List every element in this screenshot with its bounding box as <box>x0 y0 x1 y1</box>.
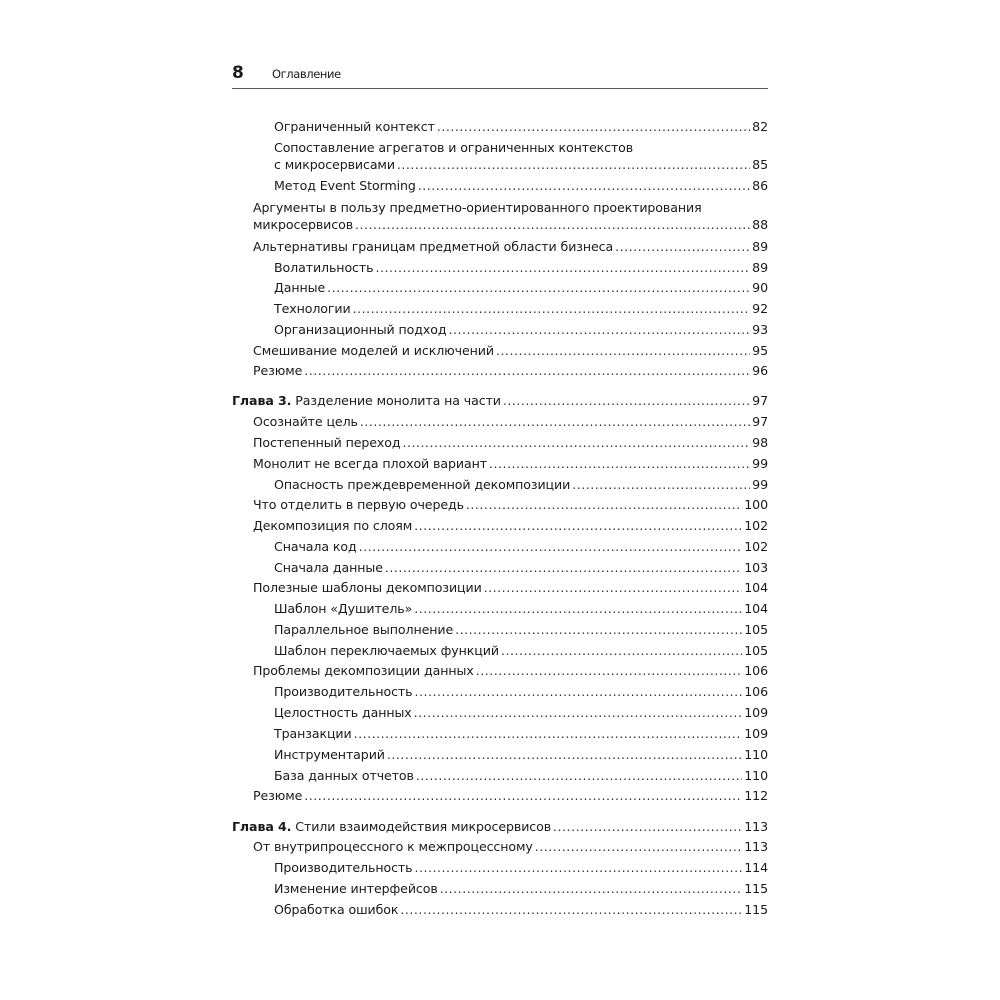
toc-leader-dots <box>402 434 750 451</box>
toc-leader-dots <box>553 818 742 835</box>
toc-leader-dots <box>572 476 750 493</box>
toc-entry-page: 86 <box>752 178 768 193</box>
toc-entry <box>274 538 768 555</box>
toc-entry-title: Целостность данных <box>274 705 412 720</box>
toc-entry-title: Резюме <box>253 788 303 803</box>
toc-entry-title: Волатильность <box>274 260 374 275</box>
toc-entry-page: 90 <box>752 280 768 295</box>
toc-entry-title-continued: микросервисов <box>253 217 354 232</box>
toc-leader-dots <box>484 579 743 596</box>
toc-entry-page: 109 <box>744 705 768 720</box>
toc-leader-dots <box>496 342 750 359</box>
toc-entry-title: Транзакции <box>274 726 352 741</box>
toc-entry-page: 114 <box>744 860 768 875</box>
toc-entry-title: Технологии <box>274 301 351 316</box>
toc-entry-page: 103 <box>744 560 768 575</box>
toc-leader-dots <box>414 683 742 700</box>
toc-entry-title: Постепенный переход <box>253 435 401 450</box>
toc-entry-title: Аргументы в пользу предметно-ориентированного проектирования <box>253 200 702 215</box>
toc-entry-page: 110 <box>744 747 768 762</box>
toc-leader-dots <box>375 259 750 276</box>
toc-entry <box>253 342 768 359</box>
toc-leader-dots <box>455 621 742 638</box>
toc-entry <box>274 621 768 638</box>
toc-entry-title: Производительность <box>274 684 413 699</box>
toc-leader-dots <box>385 559 742 576</box>
toc-leader-dots <box>448 321 750 338</box>
toc-entry-title: Монолит не всегда плохой вариант <box>253 456 487 471</box>
toc-entry-title: Опасность преждевременной декомпозиции <box>274 477 571 492</box>
toc-entry-page: 85 <box>752 157 768 172</box>
toc-entry-title: Сначала данные <box>274 560 383 575</box>
toc-entry-page: 98 <box>752 435 768 450</box>
toc-entry-title: Разделение монолита на части <box>295 393 501 408</box>
toc-entry-page: 106 <box>744 663 768 678</box>
toc-entry-page: 113 <box>744 819 768 834</box>
toc-entry <box>274 767 768 784</box>
toc-entry-page: 106 <box>744 684 768 699</box>
toc-entry <box>253 517 768 534</box>
toc-entry <box>253 238 768 255</box>
toc-entry-title: Осознайте цель <box>253 414 358 429</box>
toc-entry-title: Организационный подход <box>274 322 447 337</box>
toc-entry <box>253 579 768 596</box>
toc-entry <box>274 880 768 897</box>
running-title: Оглавление <box>272 67 341 81</box>
toc-entry-page: 105 <box>744 622 768 637</box>
toc-entry-page: 89 <box>752 260 768 275</box>
toc-entry-title: Производительность <box>274 860 413 875</box>
toc-entry-page: 104 <box>744 601 768 616</box>
toc-entry-title: Данные <box>274 280 326 295</box>
page-number: 8 <box>232 63 244 83</box>
toc-entry-title: Изменение интерфейсов <box>274 881 438 896</box>
toc-entry <box>253 787 768 804</box>
toc-leader-dots <box>615 238 750 255</box>
toc-chapter-label: Глава 3. <box>232 393 292 408</box>
toc-leader-dots <box>397 156 750 173</box>
toc-entry <box>274 704 768 721</box>
toc-entry-title: Декомпозиция по слоям <box>253 518 413 533</box>
toc-entry-title-continued: с микросервисами <box>274 157 395 172</box>
toc-entry-page: 95 <box>752 343 768 358</box>
toc-leader-dots <box>437 118 750 135</box>
toc-entry-page: 110 <box>744 768 768 783</box>
toc-entry-page: 93 <box>752 322 768 337</box>
toc-entry-title: Ограниченный контекст <box>274 119 435 134</box>
toc-entry-page: 82 <box>752 119 768 134</box>
toc-leader-dots <box>440 880 743 897</box>
toc-leader-dots <box>418 177 750 194</box>
toc-entry-page: 115 <box>744 902 768 917</box>
toc-entry <box>274 859 768 876</box>
toc-entry-title: От внутрипроцессного к межпроцессному <box>253 839 533 854</box>
toc-entry-page: 104 <box>744 580 768 595</box>
toc-entry <box>274 476 768 493</box>
toc-chapter-entry <box>232 392 768 409</box>
toc-entry <box>274 139 768 173</box>
toc-leader-dots <box>414 704 743 721</box>
toc-chapter-entry <box>232 818 768 835</box>
toc-leader-dots <box>466 496 742 513</box>
toc-entry-title: Метод Event Storming <box>274 178 416 193</box>
toc-leader-dots <box>414 600 742 617</box>
toc-entry-page: 112 <box>744 788 768 803</box>
toc-entry <box>274 118 768 135</box>
toc-entry <box>274 559 768 576</box>
toc-entry-page: 100 <box>744 497 768 512</box>
toc-leader-dots <box>360 413 750 430</box>
toc-entry <box>274 259 768 276</box>
toc-entry-page: 89 <box>752 239 768 254</box>
toc-entry <box>274 300 768 317</box>
toc-leader-dots <box>327 279 750 296</box>
toc-entry <box>274 901 768 918</box>
toc-leader-dots <box>489 455 750 472</box>
toc-leader-dots <box>501 642 742 659</box>
toc-entry <box>253 838 768 855</box>
toc-entry-title: Полезные шаблоны декомпозиции <box>253 580 482 595</box>
toc-entry <box>274 746 768 763</box>
toc-entry <box>253 455 768 472</box>
toc-leader-dots <box>503 392 750 409</box>
toc-entry-title: Инструментарий <box>274 747 385 762</box>
toc-leader-dots <box>535 838 743 855</box>
toc-entry-page: 97 <box>752 393 768 408</box>
toc-entry-title: Проблемы декомпозиции данных <box>253 663 474 678</box>
toc-entry-page: 105 <box>744 643 768 658</box>
toc-entry <box>253 413 768 430</box>
toc-entry <box>274 321 768 338</box>
toc-entry <box>274 177 768 194</box>
toc-entry-page: 97 <box>752 414 768 429</box>
toc-entry-title: База данных отчетов <box>274 768 414 783</box>
toc-entry-page: 113 <box>744 839 768 854</box>
toc-leader-dots <box>416 767 742 784</box>
toc-entry-page: 99 <box>752 477 768 492</box>
toc-entry-title: Шаблон «Душитель» <box>274 601 413 616</box>
toc-entry-title: Резюме <box>253 363 303 378</box>
toc-entry-page: 102 <box>744 539 768 554</box>
toc-chapter-label: Глава 4. <box>232 819 292 834</box>
toc-entry-title: Обработка ошибок <box>274 902 399 917</box>
toc-entry-title: Что отделить в первую очередь <box>253 497 464 512</box>
toc-entry-page: 115 <box>744 881 768 896</box>
toc-entry-title: Альтернативы границам предметной области бизнеса <box>253 239 614 254</box>
toc-leader-dots <box>359 538 743 555</box>
toc-leader-dots <box>387 746 742 763</box>
toc-leader-dots <box>304 787 742 804</box>
toc-entry <box>253 496 768 513</box>
toc-entry-page: 109 <box>744 726 768 741</box>
toc-entry-page: 102 <box>744 518 768 533</box>
toc-entry <box>253 434 768 451</box>
toc-leader-dots <box>400 901 742 918</box>
toc-leader-dots <box>414 859 742 876</box>
toc-entry <box>274 683 768 700</box>
toc-leader-dots <box>353 300 751 317</box>
toc-leader-dots <box>414 517 742 534</box>
toc-entry-title: Смешивание моделей и исключений <box>253 343 494 358</box>
toc-entry-page: 88 <box>752 217 768 232</box>
toc-entry-title: Сопоставление агрегатов и ограниченных контекстов <box>274 140 634 155</box>
toc-leader-dots <box>354 725 743 742</box>
toc-entry <box>253 199 768 233</box>
toc-entry <box>274 725 768 742</box>
toc-leader-dots <box>304 362 750 379</box>
toc-leader-dots <box>476 662 743 679</box>
toc-entry <box>274 279 768 296</box>
toc-entry-title: Шаблон переключаемых функций <box>274 643 499 658</box>
toc-entry-title: Параллельное выполнение <box>274 622 454 637</box>
toc-entry-page: 99 <box>752 456 768 471</box>
toc-entry-title: Стили взаимодействия микросервисов <box>295 819 552 834</box>
toc-entry <box>274 600 768 617</box>
toc-entry-title: Сначала код <box>274 539 357 554</box>
toc-leader-dots <box>355 216 750 233</box>
toc-entry <box>253 662 768 679</box>
toc-entry <box>274 642 768 659</box>
toc-entry-page: 92 <box>752 301 768 316</box>
toc-entry-page: 96 <box>752 363 768 378</box>
toc-entry <box>253 362 768 379</box>
